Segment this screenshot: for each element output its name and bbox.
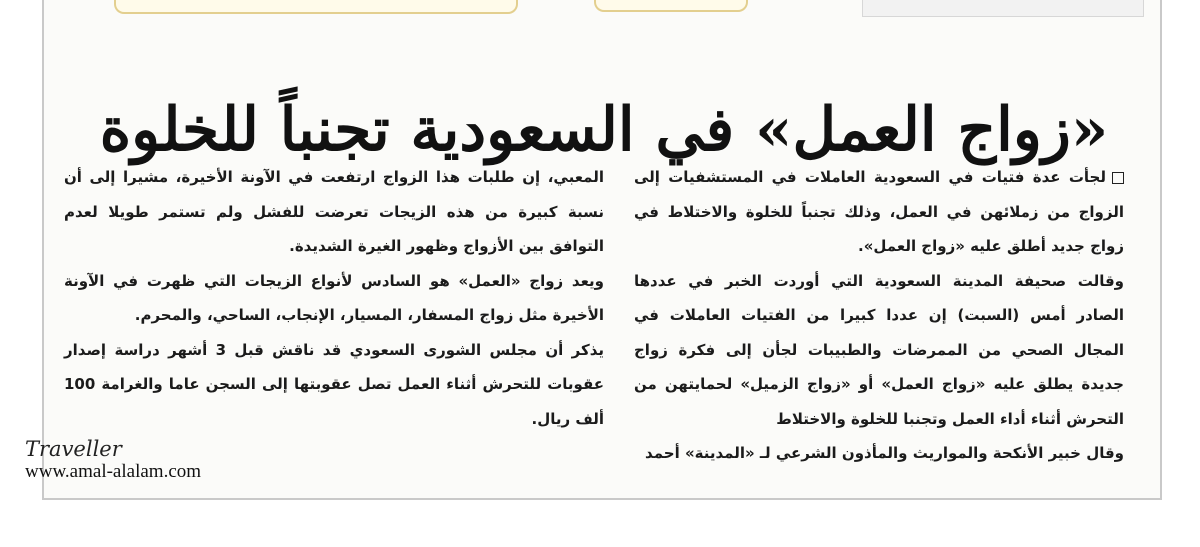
article-headline: «زواج العمل» في السعودية تجنباً للخلوة xyxy=(99,95,1109,166)
paragraph: يذكر أن مجلس الشورى السعودي قد ناقش قبل 3 أشهر دراسة إصدار عقوبات للتحرش أثناء العمل تصل عقوبتها إلى السجن عاما والغرامة 100 ألف ريال. xyxy=(64,340,604,428)
header-tab-left xyxy=(114,0,518,14)
bullet-square-icon xyxy=(1112,172,1124,184)
paragraph: وقالت صحيفة المدينة السعودية التي أوردت الخبر في عددها الصادر أمس (السبت) إن عددا كبيرا من الفتيات العاملات في المجال الصحي من الممرضات والطبيبات لجأن إلى فكرة زواج جديدة يطلق عليه «زواج العمل» أو «زواج الزميل» لحمايتهن من التحرش أثناء أداء العمل وتجنبا للخلوة والاختلاط xyxy=(634,271,1124,428)
signature-url: www.amal-alalam.com xyxy=(25,461,202,482)
header-tab-right xyxy=(862,0,1144,17)
paragraph: المعبي، إن طلبات هذا الزواج ارتفعت في الآونة الأخيرة، مشيرا إلى أن نسبة كبيرة من هذه الزيجات تعرضت للفشل ولم تستمر طويلا لعدم التوافق بين الأزواج وظهور الغيرة الشديدة. xyxy=(64,168,604,255)
page-header-strip xyxy=(44,0,1160,22)
signature-name: Traveller xyxy=(25,437,122,461)
article-column-right xyxy=(634,160,1124,471)
paragraph: لجأت عدة فتيات في السعودية العاملات في المستشفيات إلى الزواج من زملائهن في العمل، وذلك تجنباً للخلوة والاختلاط في زواج جديد أطلق عليه «زواج العمل». xyxy=(634,168,1124,255)
paragraph: وقال خبير الأنكحة والمواريث والمأذون الشرعي لـ «المدينة» أحمد xyxy=(645,444,1124,462)
header-tab-center xyxy=(594,0,748,12)
paragraph: ويعد زواج «العمل» هو السادس لأنواع الزيجات التي ظهرت في الآونة الأخيرة مثل زواج المسفار، المسيار، الإنجاب، الساحي، والمحرم. xyxy=(64,271,604,324)
newspaper-clipping xyxy=(42,0,1162,500)
watermark-signature xyxy=(25,437,201,483)
page-footer-strip xyxy=(44,488,1160,498)
article-column-left xyxy=(64,160,604,436)
